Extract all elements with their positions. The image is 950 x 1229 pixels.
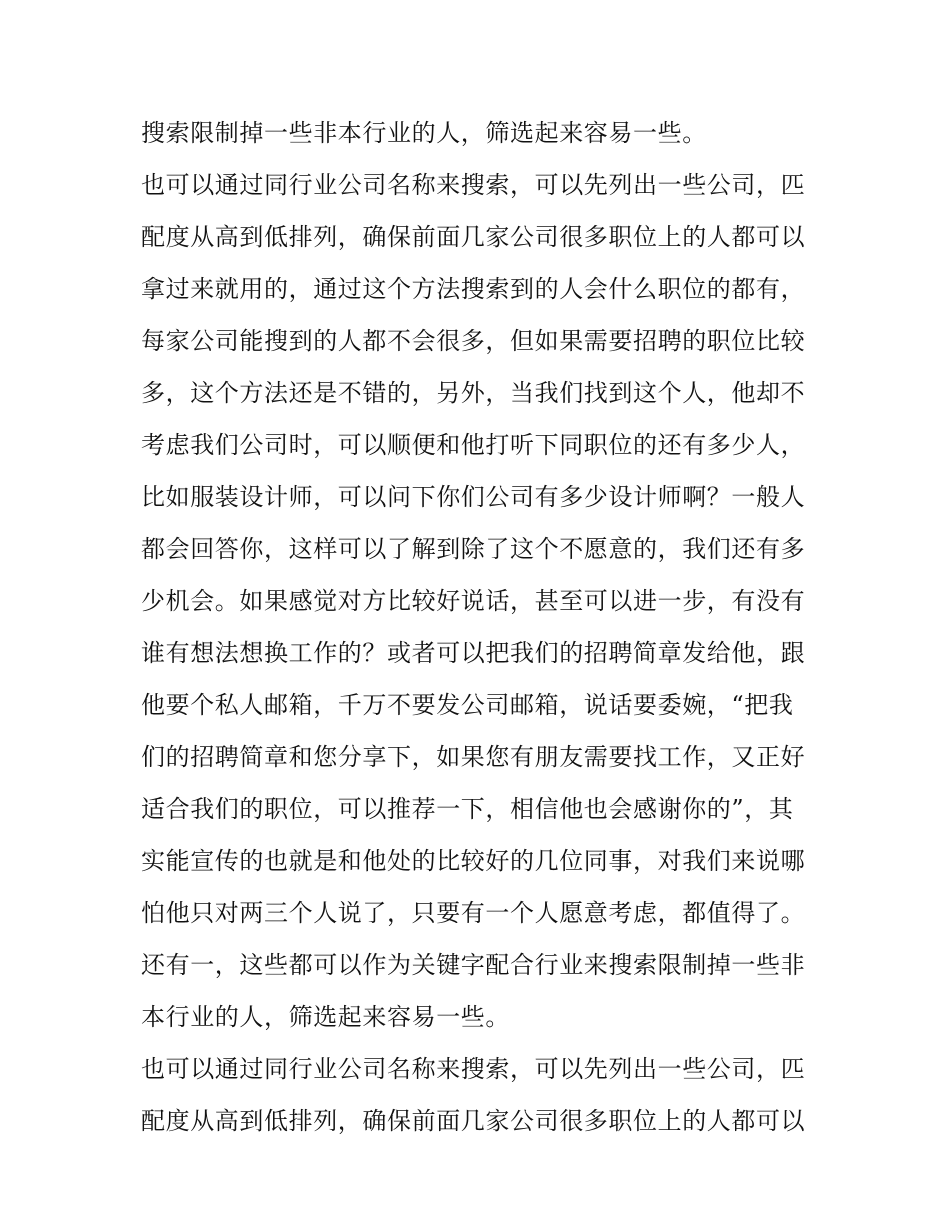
text-line: 们的招聘简章和您分享下，如果您有朋友需要找工作，又正好 bbox=[141, 743, 806, 771]
text-line: 考虑我们公司时，可以顺便和他打听下同职位的还有多少人， bbox=[141, 431, 806, 459]
text-line: 本行业的人，筛选起来容易一些。 bbox=[141, 1003, 510, 1031]
text-line: 每家公司能搜到的人都不会很多，但如果需要招聘的职位比较 bbox=[141, 327, 806, 355]
text-line: 拿过来就用的，通过这个方法搜索到的人会什么职位的都有， bbox=[141, 275, 806, 303]
text-line: 配度从高到低排列，确保前面几家公司很多职位上的人都可以 bbox=[141, 223, 806, 251]
text-line: 比如服装设计师，可以问下你们公司有多少设计师啊？一般人 bbox=[141, 483, 806, 511]
text-line: 适合我们的职位，可以推荐一下，相信他也会感谢你的”，其 bbox=[141, 795, 794, 823]
text-line: 也可以通过同行业公司名称来搜索，可以先列出一些公司，匹 bbox=[141, 171, 806, 199]
text-line: 少机会。如果感觉对方比较好说话，甚至可以进一步，有没有 bbox=[141, 587, 806, 615]
text-line: 配度从高到低排列，确保前面几家公司很多职位上的人都可以 bbox=[141, 1107, 806, 1135]
text-line: 搜索限制掉一些非本行业的人，筛选起来容易一些。 bbox=[141, 119, 707, 147]
text-line: 也可以通过同行业公司名称来搜索，可以先列出一些公司，匹 bbox=[141, 1055, 806, 1083]
text-line: 还有一，这些都可以作为关键字配合行业来搜索限制掉一些非 bbox=[141, 951, 806, 979]
text-body bbox=[141, 107, 821, 1147]
text-line: 实能宣传的也就是和他处的比较好的几位同事，对我们来说哪 bbox=[141, 847, 806, 875]
text-line: 他要个私人邮箱，千万不要发公司邮箱，说话要委婉，“把我 bbox=[141, 691, 794, 719]
text-line: 多，这个方法还是不错的，另外，当我们找到这个人，他却不 bbox=[141, 379, 806, 407]
text-line: 怕他只对两三个人说了，只要有一个人愿意考虑，都值得了。 bbox=[141, 899, 806, 927]
text-line: 谁有想法想换工作的？或者可以把我们的招聘简章发给他，跟 bbox=[141, 639, 806, 667]
text-line: 都会回答你，这样可以了解到除了这个不愿意的，我们还有多 bbox=[141, 535, 806, 563]
